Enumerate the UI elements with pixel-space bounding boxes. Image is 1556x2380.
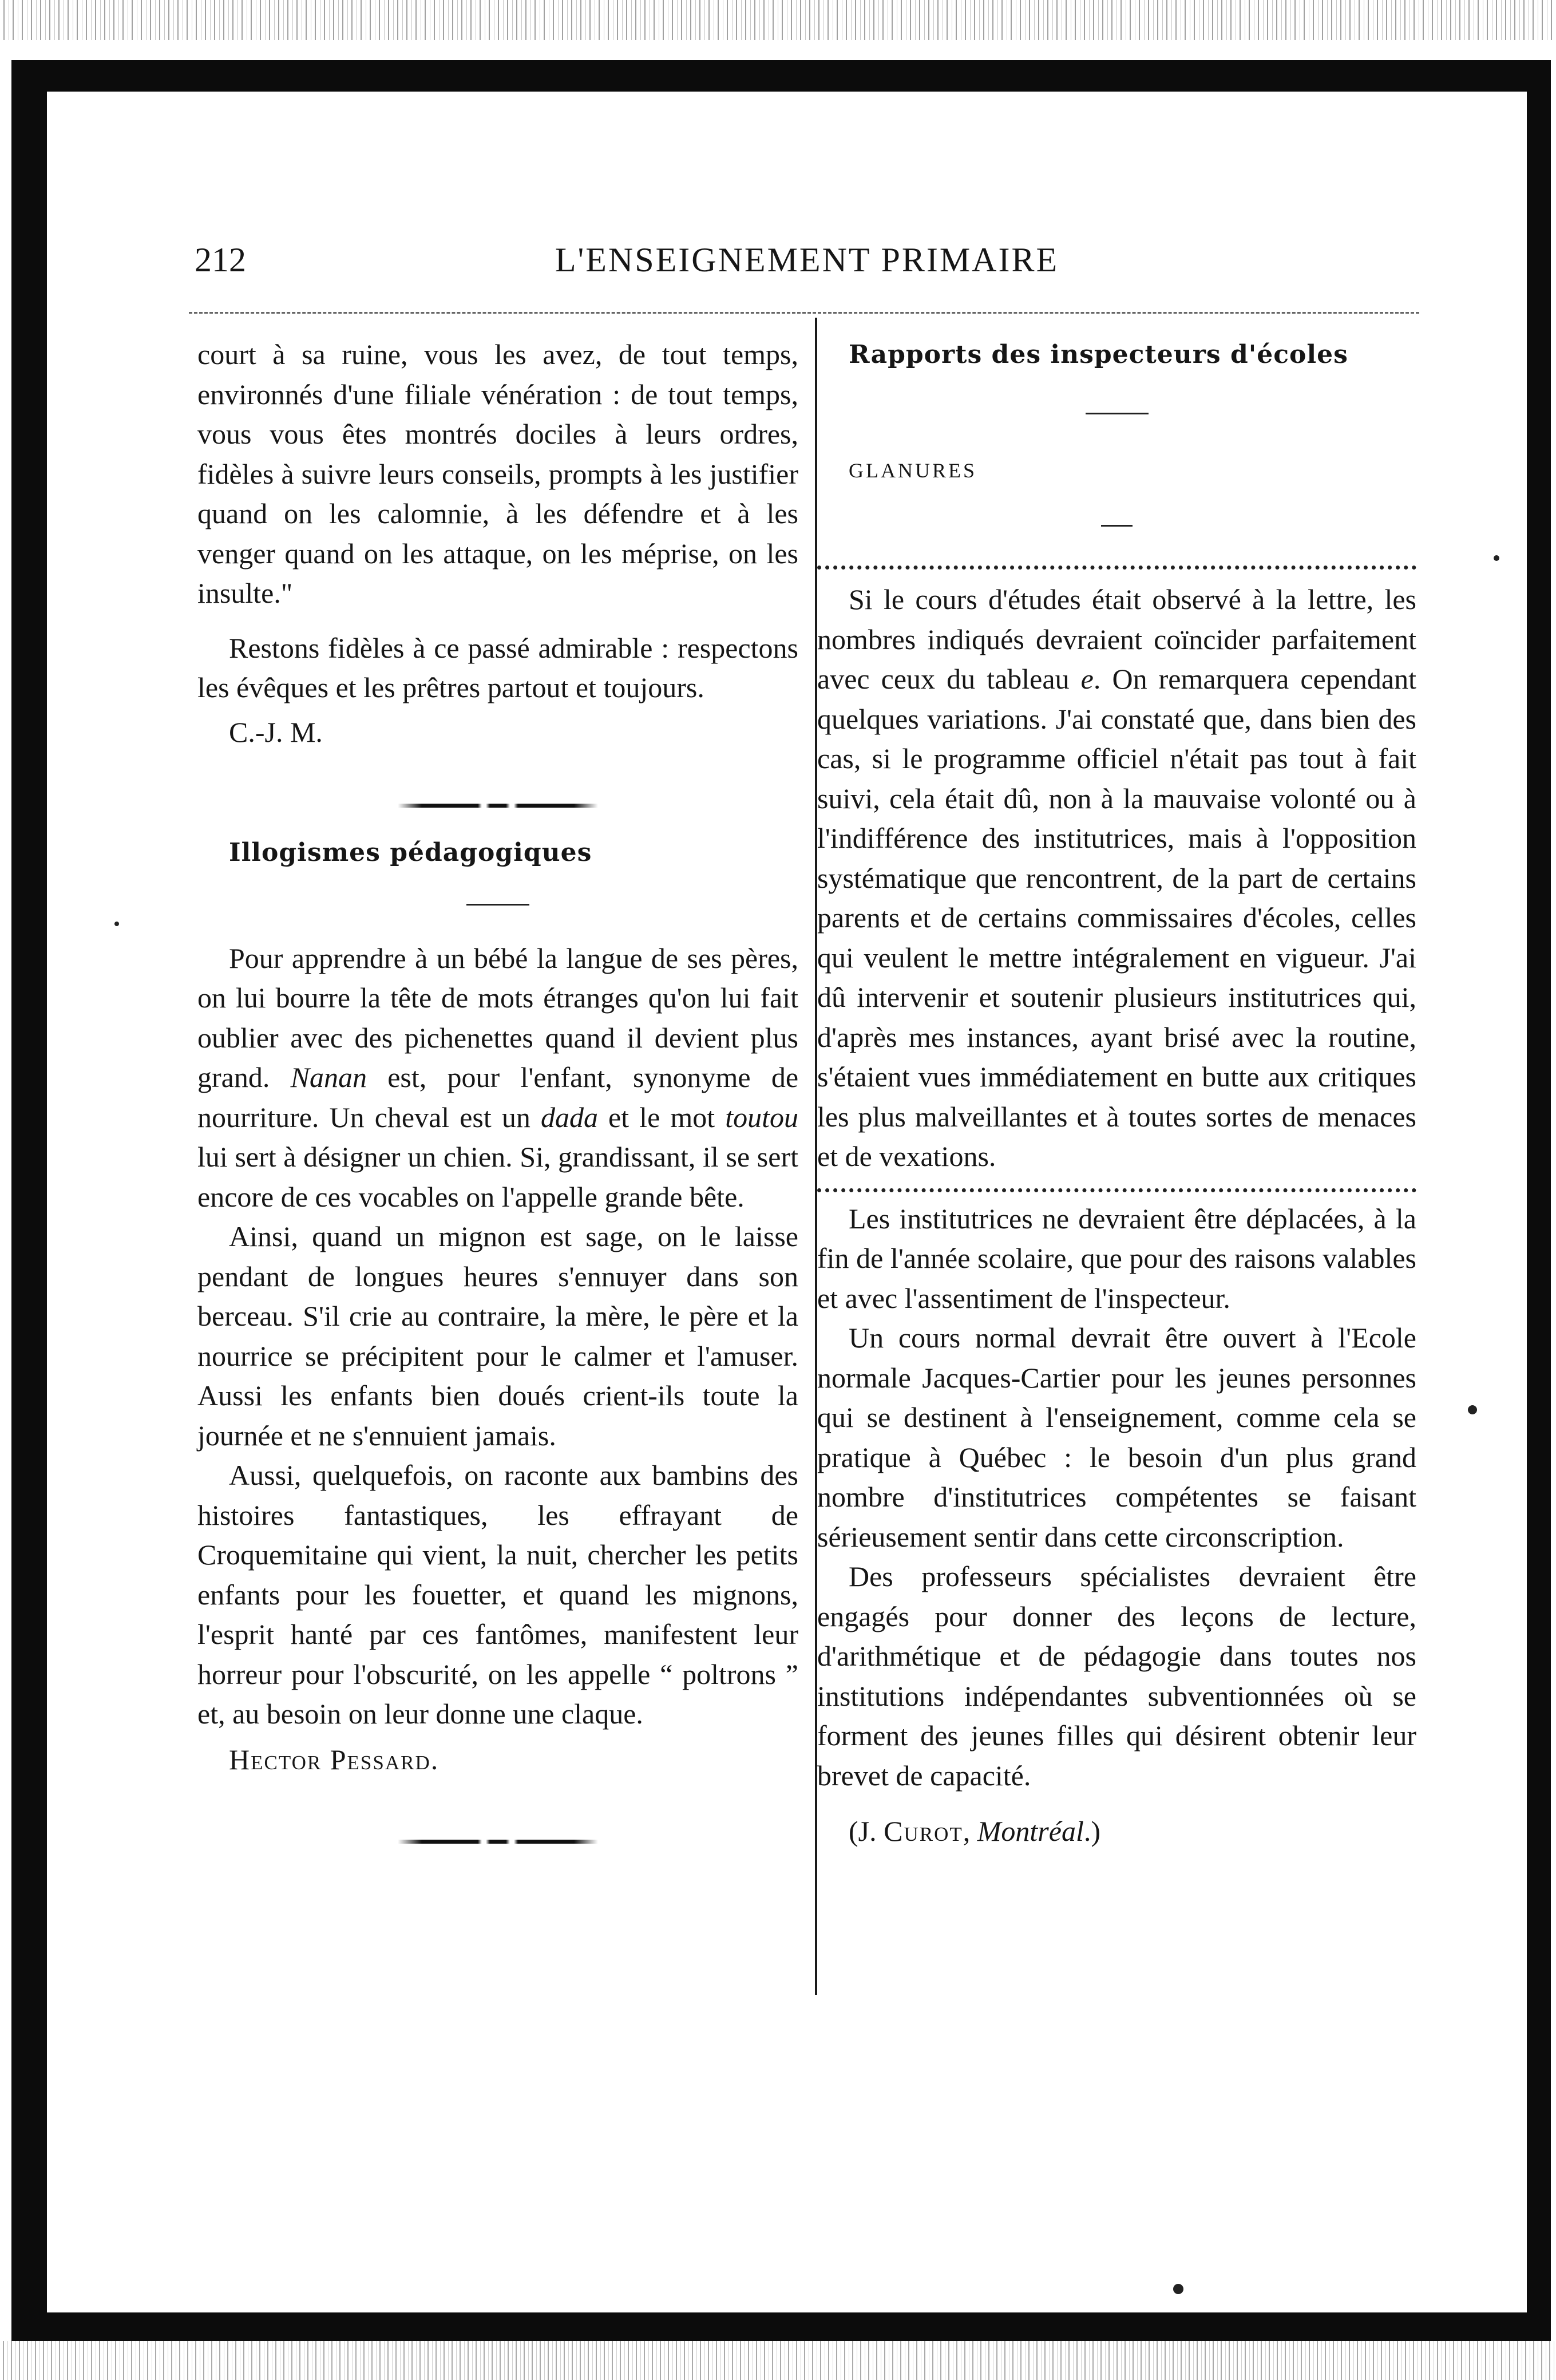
article-paragraph: Aussi, quelquefois, on raconte aux bambins des histoires fantastiques, les effrayant de Croquemitaine qui vient, la nuit, chercher les petits enfants pour les fouetter, et quand les mignons, l'esprit hanté par ces fantômes, manifestent leur horreur pour l'obscurité, on les appelle “ poltrons ” et, au besoin on leur donne une claque. <box>197 1459 798 1730</box>
scan-speck <box>1494 555 1499 561</box>
left-column <box>197 335 798 1844</box>
article-paragraph: Ainsi, quand un mignon est sage, on le laisse pendant de longues heures s'ennuyer dans son berceau. S'il crie au contraire, la mère, le père et la nourrice se précipitent pour le calmer et l'amuser. Aussi les enfants bien doués crient-ils toute la journée et ne s'ennuient jamais. <box>197 1220 798 1452</box>
signature-pessard: Hector Pessard. <box>229 1743 440 1776</box>
running-title: L'ENSEIGNEMENT PRIMAIRE <box>555 241 1059 279</box>
title-rule <box>466 904 529 906</box>
dotted-separator <box>817 1188 1416 1192</box>
signature-cjm: C.-J. M. <box>229 715 323 748</box>
subheading-rule <box>1101 525 1133 527</box>
report-paragraph: Un cours normal devrait être ouvert à l'Ecole normale Jacques-Cartier pour les jeunes personnes qui se destinent à l'enseignement, comme cela se pratique à Québec : le besoin d'un plus grand nombre d'institutrices compétentes se faisant sérieusement sentir dans cette circonscription. <box>817 1322 1416 1553</box>
continued-paragraph: court à sa ruine, vous les avez, de tout temps, environnés d'une filiale vénération : de tout temps, vous vous êtes montrés dociles à leurs ordres, fidèles à suivre leurs conseils, prompts à les justifier quand on les calomnie, à les défendre et à les venger quand on les attaque, on les méprise, on les insulte." <box>197 338 798 609</box>
scan-speck <box>1173 2284 1183 2294</box>
scan-noise-top <box>0 0 1556 40</box>
scan-border-left <box>11 60 47 2321</box>
table-letter-e: e <box>1080 663 1094 695</box>
article-title-illogismes: Illogismes pédagogiques <box>229 838 592 867</box>
report-paragraph: Des professeurs spécialistes devraient être engagés pour donner des leçons de lecture, d'arithmétique et de pédagogie dans toutes nos institutions indépendantes subventionnées où se forment des jeunes filles qui désirent obtenir leur brevet de capacité. <box>817 1560 1416 1792</box>
report-paragraph: Si le cours d'études était observé à la lettre, les nombres indiqués devraient coïncider parfaitement avec ceux du tableau e. On remarquera cependant quelques variations. J'ai constaté que, dans bien des cas, si le programme officiel n'était pas tout à fait suivi, cela était dû, non à la mauvaise volonté ou à l'indifférence des institutrices, mais à l'opposition systématique que rencontrent, de la part de certains parents et de certains commissaires d'écoles, celles qui veulent le mettre intégralement en vigueur. J'ai dû intervenir et soutenir plusieurs institutrices qui, d'après mes instances, ayant brisé avec la routine, s'étaient vues immédiatement en butte aux critiques les plus malveillantes et à toutes sortes de menaces et de vexations. <box>817 583 1417 1172</box>
header-rule <box>189 312 1419 314</box>
scan-speck <box>114 922 119 926</box>
report-paragraph: Les institutrices ne devraient être déplacées, à la fin de l'année scolaire, que pour des raisons valables et avec l'assentiment de l'inspecteur. <box>817 1202 1416 1314</box>
article-paragraph: Pour apprendre à un bébé la langue de ses pères, on lui bourre la tête de mots étranges qu'on lui fait oublier avec des pichenettes quand il devient plus grand. Nanan est, pour l'enfant, synonyme de nourriture. Un cheval est un dada et le mot toutou lui sert à désigner un chien. Si, grandissant, il se sert encore de ces vocables on l'appelle grande bête. <box>197 942 799 1213</box>
scan-border-right <box>1527 60 1551 2321</box>
right-column <box>817 335 1416 1852</box>
page-header <box>195 240 1419 286</box>
signature-curot: (J. Curot, Montréal.) <box>849 1815 1100 1847</box>
section-ornament <box>398 804 598 808</box>
subheading-glanures: GLANURES <box>849 458 977 482</box>
end-ornament <box>398 1840 598 1844</box>
page-number: 212 <box>195 241 246 279</box>
scan-noise-bottom <box>0 2341 1556 2380</box>
article-title-rapports: Rapports des inspecteurs d'écoles <box>849 340 1348 369</box>
title-rule <box>1086 413 1149 414</box>
scan-border-bottom <box>11 2312 1551 2341</box>
scan-border-top <box>11 60 1551 92</box>
dotted-separator <box>817 566 1416 570</box>
word-dada: dada <box>540 1101 598 1133</box>
scan-speck <box>1468 1405 1477 1414</box>
word-toutou: toutou <box>725 1101 798 1133</box>
word-nanan: Nanan <box>290 1061 367 1093</box>
closing-paragraph: Restons fidèles à ce passé admirable : respectons les évêques et les prêtres partout et toujours. <box>197 631 798 703</box>
